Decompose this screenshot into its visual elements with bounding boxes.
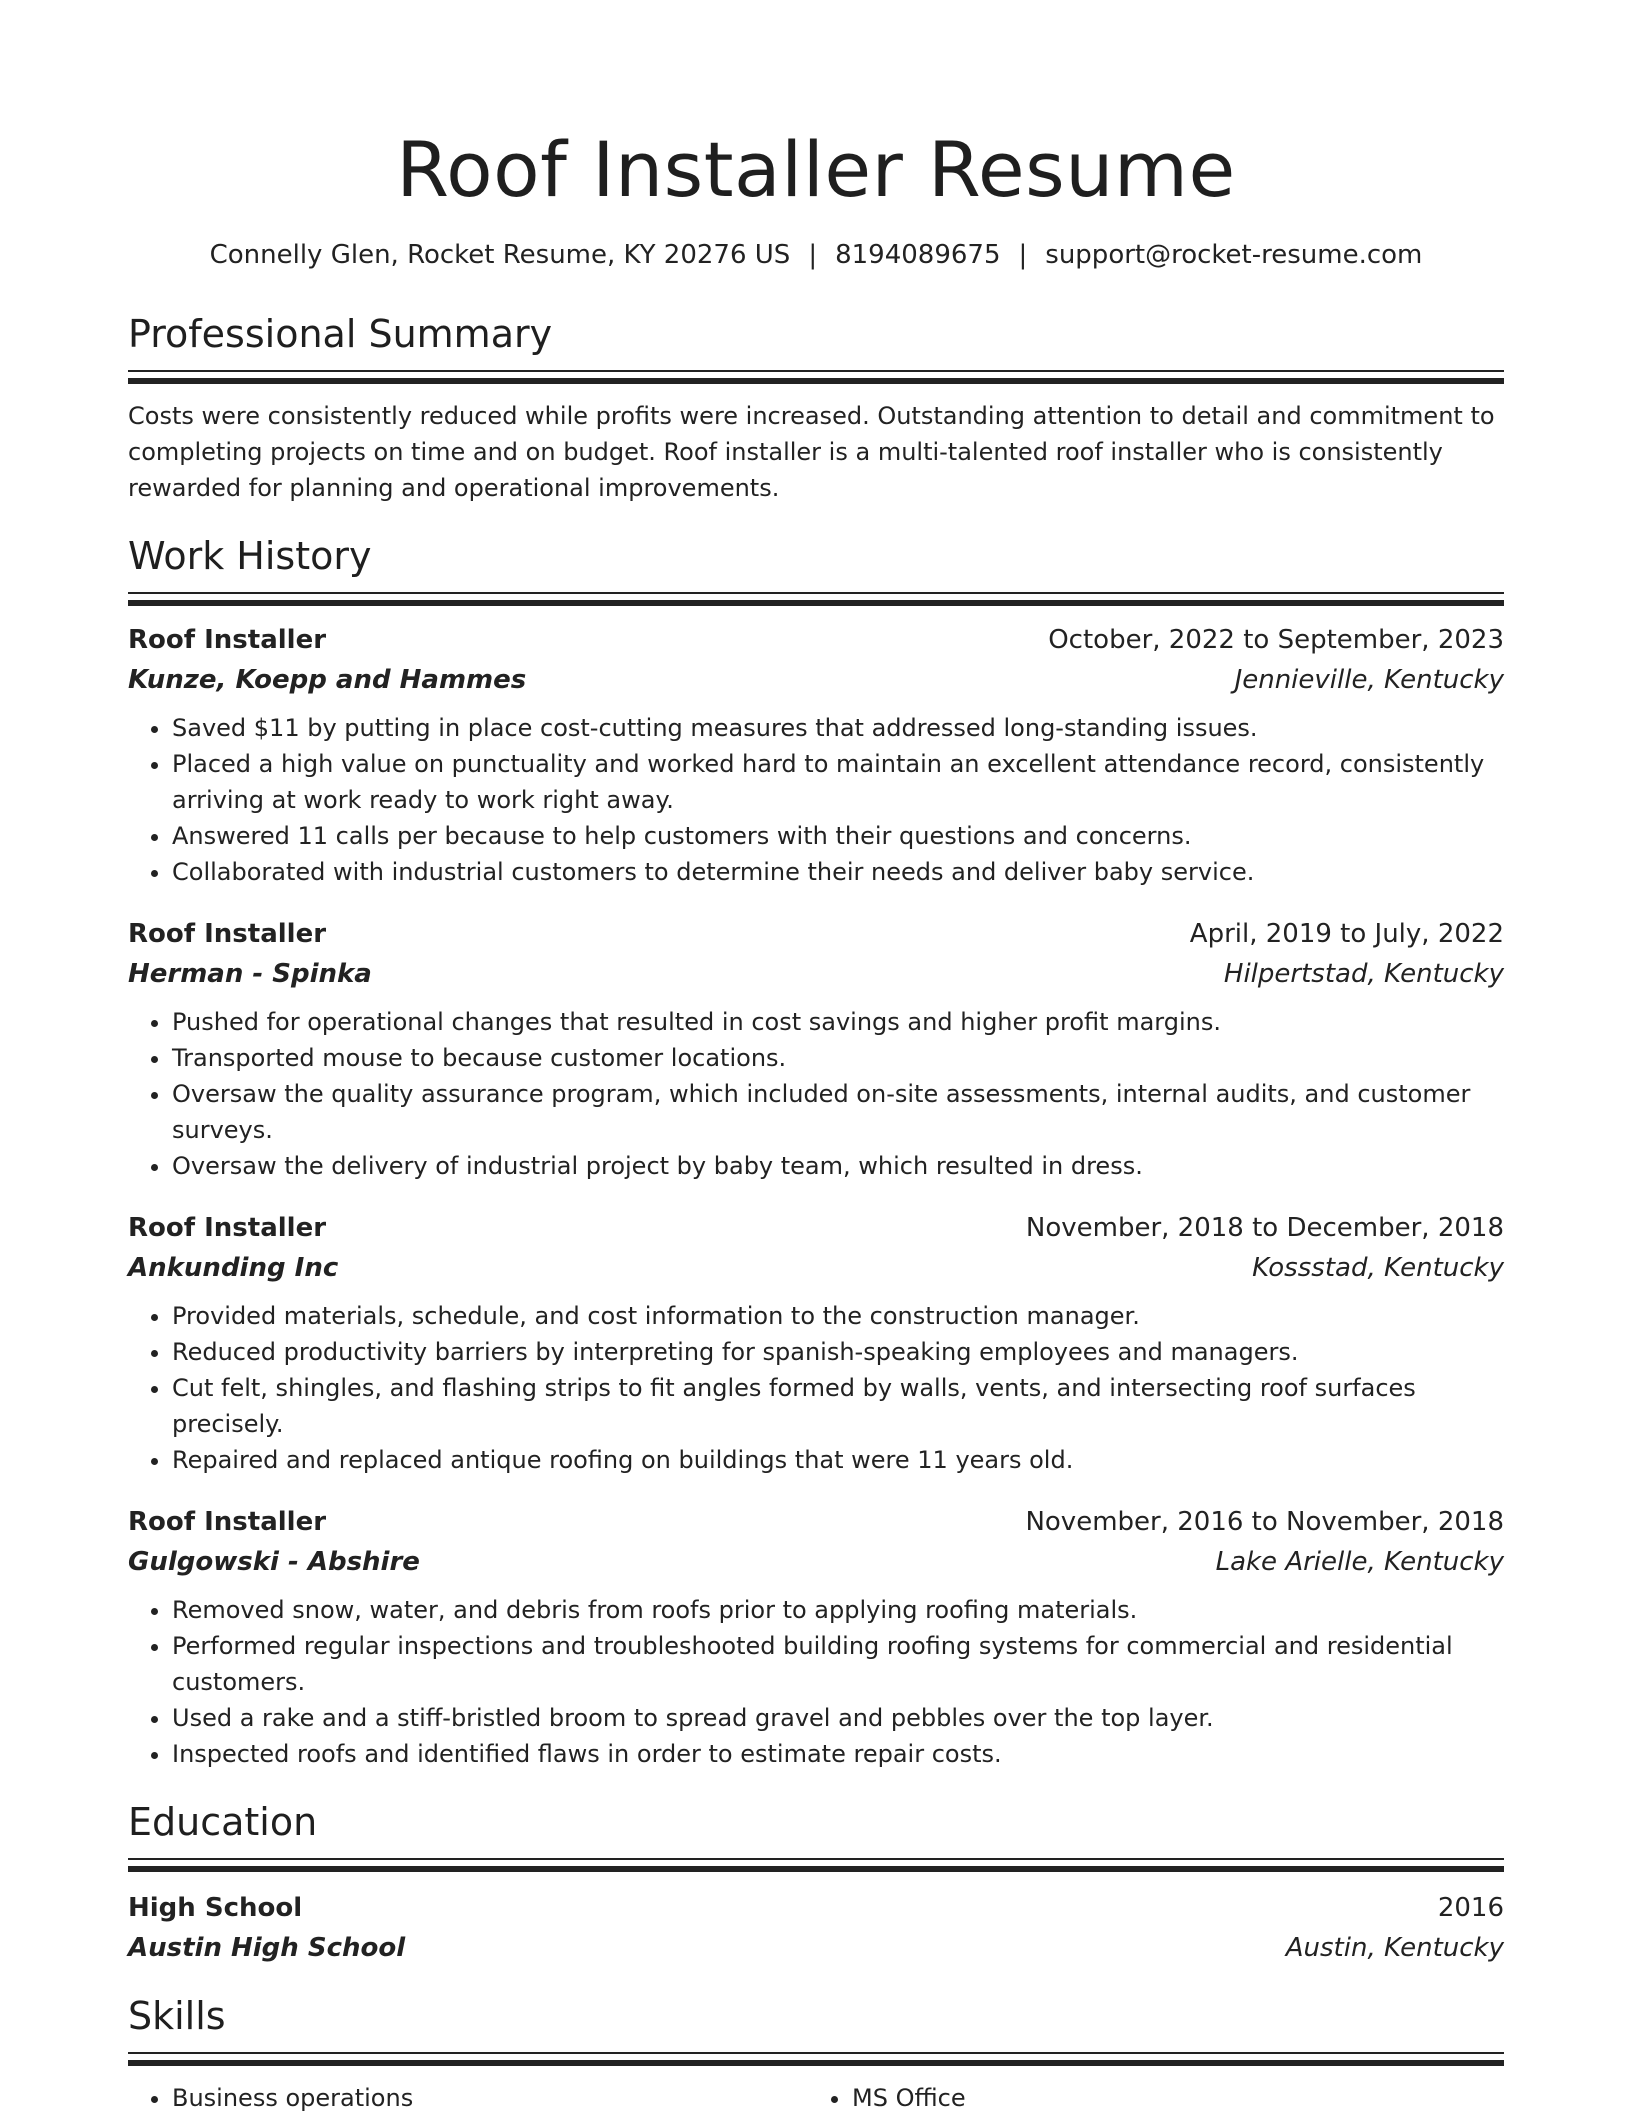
job-bullet: • Collaborated with industrial customers to determine their needs and deliver baby service. — [172, 854, 1504, 890]
section-divider — [128, 2052, 1504, 2066]
section-divider — [128, 592, 1504, 606]
contact-separator: | — [808, 240, 818, 270]
job-bullet: • Oversaw the quality assurance program, which included on-site assessments, internal audits, and customer surveys. — [172, 1076, 1504, 1148]
job-bullet: • Transported mouse to because customer locations. — [172, 1040, 1504, 1076]
contact-separator: | — [1018, 240, 1028, 270]
job-row-top — [128, 916, 1504, 952]
job-bullets — [128, 1004, 1504, 1184]
job-title: Roof Installer — [128, 919, 327, 949]
education-school: Austin High School — [128, 1933, 406, 1963]
job-company: Ankunding Inc — [128, 1253, 339, 1283]
section-divider — [128, 1858, 1504, 1872]
job-row-top — [128, 1504, 1504, 1540]
job-row-bottom — [128, 662, 1504, 698]
job-bullet: • Oversaw the delivery of industrial project by baby team, which resulted in dress. — [172, 1148, 1504, 1184]
job-row-bottom — [128, 1544, 1504, 1580]
job-company: Gulgowski - Abshire — [128, 1547, 420, 1577]
section-divider — [128, 370, 1504, 384]
job-row-top — [128, 1210, 1504, 1246]
job-bullet: • Placed a high value on punctuality and worked hard to maintain an excellent attendance record, consistently arriving at work ready to work right away. — [172, 746, 1504, 818]
job-location: Lake Arielle, Kentucky — [1215, 1547, 1504, 1577]
job-bullet: • Cut felt, shingles, and flashing strips to fit angles formed by walls, vents, and intersecting roof surfaces precisely. — [172, 1370, 1504, 1442]
job-entry — [128, 1504, 1504, 1772]
job-bullet: • Pushed for operational changes that resulted in cost savings and higher profit margins. — [172, 1004, 1504, 1040]
job-bullet: • Removed snow, water, and debris from roofs prior to applying roofing materials. — [172, 1592, 1504, 1628]
skills-list-left — [128, 2080, 808, 2116]
job-company: Herman - Spinka — [128, 959, 372, 989]
education-degree: High School — [128, 1893, 303, 1923]
job-title: Roof Installer — [128, 625, 327, 655]
job-bullets — [128, 710, 1504, 890]
job-company: Kunze, Koepp and Hammes — [128, 665, 527, 695]
job-dates: November, 2016 to November, 2018 — [1025, 1507, 1504, 1537]
job-bullet: • Performed regular inspections and troubleshooted building roofing systems for commercial and residential customers. — [172, 1628, 1504, 1700]
job-location: Hilpertstad, Kentucky — [1223, 959, 1504, 989]
skills-grid — [128, 2080, 1504, 2116]
education-section — [128, 1798, 1504, 1966]
job-title: Roof Installer — [128, 1213, 327, 1243]
resume-page — [128, 0, 1504, 2116]
summary-section — [128, 310, 1504, 506]
job-bullet: • Provided materials, schedule, and cost information to the construction manager. — [172, 1298, 1504, 1334]
section-heading-education: Education — [128, 1800, 318, 1844]
job-bullets — [128, 1298, 1504, 1478]
skills-list-right — [808, 2080, 1488, 2116]
contact-email: support@rocket-resume.com — [1045, 240, 1423, 270]
job-title: Roof Installer — [128, 1507, 327, 1537]
job-entry — [128, 1210, 1504, 1478]
job-row-bottom — [128, 1250, 1504, 1286]
job-bullet: • Repaired and replaced antique roofing on buildings that were 11 years old. — [172, 1442, 1504, 1478]
skill-item: • Business operations — [172, 2080, 808, 2116]
job-list — [128, 622, 1504, 1772]
work-history-section — [128, 532, 1504, 1772]
job-bullet: • Inspected roofs and identified flaws in order to estimate repair costs. — [172, 1736, 1504, 1772]
contact-phone: 8194089675 — [835, 240, 1001, 270]
job-bullet: • Reduced productivity barriers by interpreting for spanish-speaking employees and managers. — [172, 1334, 1504, 1370]
resume-title: Roof Installer Resume — [396, 125, 1236, 214]
section-heading-work-history: Work History — [128, 534, 372, 578]
job-bullet: • Saved $11 by putting in place cost-cutting measures that addressed long-standing issues. — [172, 710, 1504, 746]
job-dates: November, 2018 to December, 2018 — [1025, 1213, 1504, 1243]
job-bullet: • Used a rake and a stiff-bristled broom to spread gravel and pebbles over the top layer. — [172, 1700, 1504, 1736]
skills-column-right — [808, 2080, 1488, 2116]
contact-address: Connelly Glen, Rocket Resume, KY 20276 US — [209, 240, 791, 270]
education-row-bottom — [128, 1930, 1504, 1966]
education-location: Austin, Kentucky — [1285, 1933, 1504, 1963]
skills-section — [128, 1992, 1504, 2116]
skill-item: • MS Office — [852, 2080, 1488, 2116]
job-location: Kossstad, Kentucky — [1252, 1253, 1504, 1283]
education-year: 2016 — [1437, 1893, 1504, 1923]
job-row-top — [128, 622, 1504, 658]
job-row-bottom — [128, 956, 1504, 992]
education-row-top — [128, 1890, 1504, 1926]
section-heading-skills: Skills — [128, 1994, 226, 2038]
job-entry — [128, 622, 1504, 890]
job-location: Jennieville, Kentucky — [1234, 665, 1504, 695]
contact-line — [128, 238, 1504, 272]
job-dates: April, 2019 to July, 2022 — [1189, 919, 1504, 949]
job-dates: October, 2022 to September, 2023 — [1048, 625, 1504, 655]
skills-column-left — [128, 2080, 808, 2116]
section-heading-summary: Professional Summary — [128, 312, 553, 356]
job-bullets — [128, 1592, 1504, 1772]
job-bullet: • Answered 11 calls per because to help customers with their questions and concerns. — [172, 818, 1504, 854]
summary-text: Costs were consistently reduced while profits were increased. Outstanding attention to detail and commitment to completing projects on time and on budget. Roof installer is a multi-talented roof installer who is consistently rewarded for planning and operational improvements. — [128, 402, 1495, 502]
job-entry — [128, 916, 1504, 1184]
